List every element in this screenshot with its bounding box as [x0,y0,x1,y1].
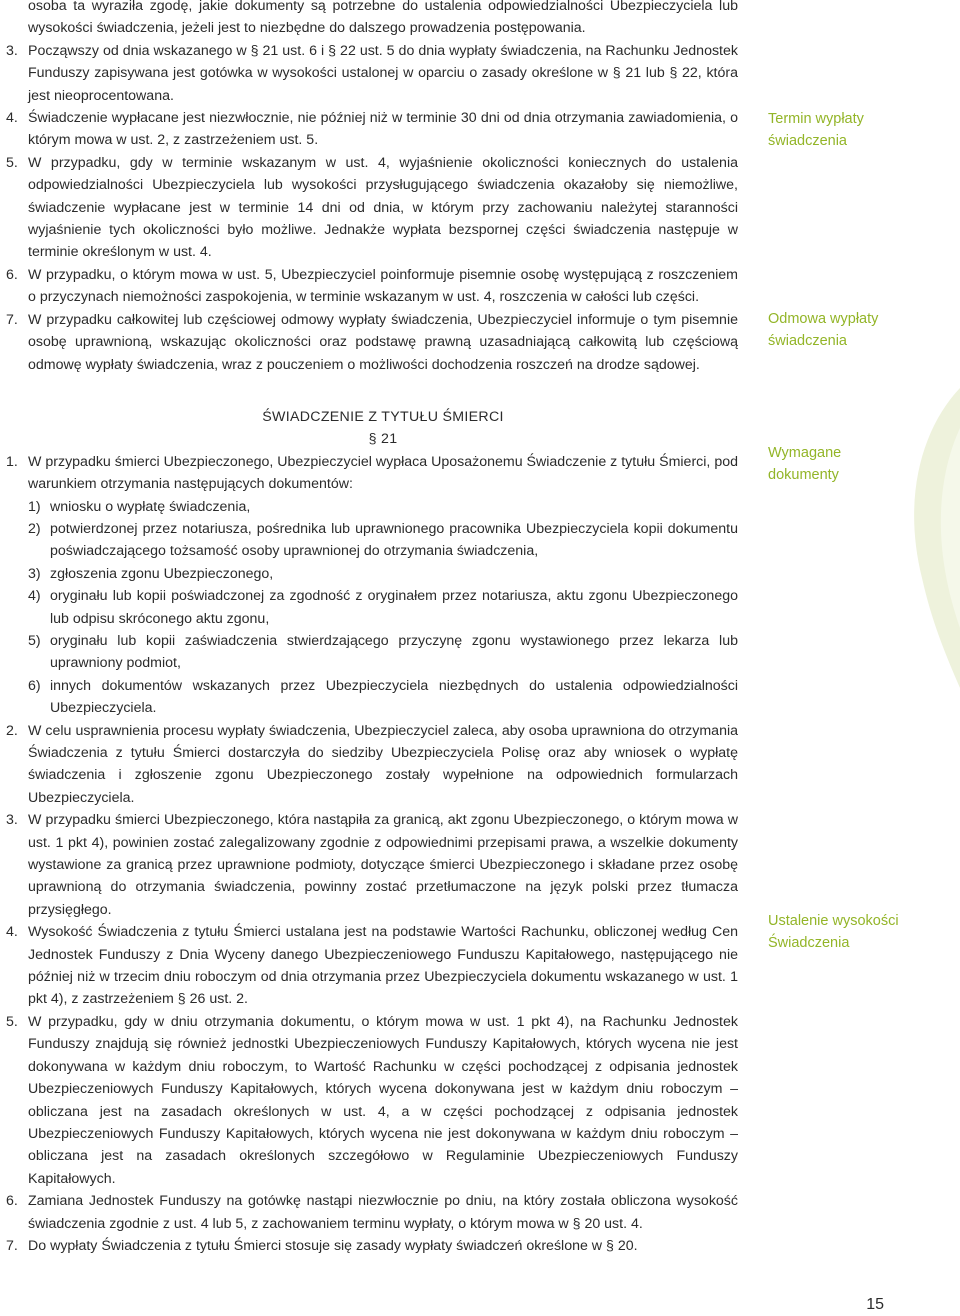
paragraph-6 [6,1190,738,1235]
paragraph-text: W przypadku śmierci Ubezpieczonego, która nastąpiła za granicą, akt zgonu Ubezpieczonego, o którym mowa w ust. 1 pkt 4), powinien zostać zalegalizowany zgodnie z odpowiednimi przepisami prawa, a wszelkie dokumenty wystawione za granicą przez uprawnione podmioty, dotyczące śmierci Ubezpieczonego i składane przez osobę uprawnioną do otrzymania świadczenia, powinny zostać przetłumaczone na język polski przez tłumacza przysięgłego. [28,812,738,918]
paragraph-1 [6,451,738,496]
item-number: 6) [28,677,41,694]
item-number: 4) [28,588,41,605]
main-text-column [6,0,738,1257]
paragraph-number: 4. [6,924,18,941]
paragraph-4 [6,107,738,152]
paragraph-3 [6,809,738,921]
paragraph-number: 3. [6,42,18,59]
paragraph-6 [6,264,738,309]
paragraph-number: 2. [6,722,18,739]
item-number: 1) [28,498,41,515]
section-spacer [6,376,738,406]
leaf-shape-icon [862,388,960,688]
paragraph-text: osoba ta wyraziła zgodę, jakie dokumenty są potrzebne do ustalenia odpowiedzialności Ubezpieczyciela lub wysokości świadczenia, jeżeli jest to niezbędne do dalszego prowadzenia postępowania. [28,0,738,37]
paragraph-2 [6,720,738,810]
item-number: 5) [28,632,41,649]
margin-note-refusal: Odmowa wypłaty świadczenia [768,311,879,349]
paragraph-text: W przypadku całkowitej lub częściowej odmowy wypłaty świadczenia, Ubezpieczyciel informuje o tym pisemnie osobę uprawnioną, wskazując okoliczności oraz podstawę prawną uzasadniającą całkowitą lub częściową odmowę wypłaty świadczenia, wraz z pouczeniem o możliwości dochodzenia roszczeń na drodze sądowej. [28,311,738,373]
document-item [28,496,738,518]
paragraph-text: W przypadku śmierci Ubezpieczonego, Ubezpieczyciel wypłaca Uposażonemu Świadczenie z tytułu Śmierci, pod warunkiem otrzymania następujących dokumentów: [28,453,738,493]
paragraph-text: Począwszy od dnia wskazanego w § 21 ust. 6 i § 22 ust. 5 do dnia wypłaty świadczenia, na Rachunku Jednostek Funduszy zapisywana jest gotówka w wysokości ustalonej w oparciu o zasady określone w § 21 lub § 22, która jest nieoprocentowana. [28,42,738,104]
margin-note-required-documents: Wymagane dokumenty [768,445,842,483]
item-number: 3) [28,565,41,582]
item-text: innych dokumentów wskazanych przez Ubezpieczyciela niezbędnych do ustalenia odpowiedzialności Ubezpieczyciela. [50,677,738,717]
paragraph-number: 4. [6,110,18,127]
paragraph-number: 6. [6,1193,18,1210]
item-text: zgłoszenia zgonu Ubezpieczonego, [50,565,274,582]
margin-note-amount: Ustalenie wysokości Świadczenia [768,913,899,951]
paragraph-5 [6,1011,738,1190]
section-number: § 21 [368,431,398,448]
document-item [28,585,738,630]
paragraph-number: 5. [6,1013,18,1030]
item-text: potwierdzonej przez notariusza, pośrednika lub uprawnionego pracownika Ubezpieczyciela kopii dokumentu poświadczającego tożsamość osoby uprawnionej do otrzymania świadczenia, [50,520,738,560]
paragraph-number: 7. [6,1237,18,1254]
paragraph-5 [6,152,738,264]
paragraph-number: 1. [6,453,18,470]
paragraph-4 [6,921,738,1011]
paragraph-number: 5. [6,154,18,171]
document-item [28,630,738,675]
paragraph-7 [6,309,738,376]
section-title: ŚWIADCZENIE Z TYTUŁU ŚMIERCI [262,408,504,425]
document-item [28,675,738,720]
item-text: oryginału lub kopii poświadczonej za zgodność z oryginałem przez notariusza, aktu zgonu Ubezpieczonego lub odpisu skróconego aktu zgonu, [50,588,738,627]
paragraph-text: Zamiana Jednostek Funduszy na gotówkę nastąpi niezwłocznie po dniu, na który została obliczona wysokość świadczenia zgodnie z ust. 4 lub 5, z zachowaniem terminu wypłaty, o którym mowa w § 20 ust. 4. [28,1193,738,1232]
paragraph-text: W przypadku, gdy w dniu otrzymania dokumentu, o którym mowa w ust. 1 pkt 4), na Rachunku Jednostek Funduszy znajdują się również jednostki Ubezpieczeniowych Funduszy Kapitałowych, których wycena nie jest dokonywana w każdym dniu roboczym, to Wartość Rachunku w części pochodzącej z odpisania jednostek Ubezpieczeniowych Funduszy Kapitałowych, których wycena dokonywana jest w każdym dniu roboczym – obliczana jest na zasadach określonych w ust. 4, a w części pochodzącej z odpisania jednostek Ubezpieczeniowych Funduszy Kapitałowych, których wycena nie jest dokonywana w każdym dniu roboczym – obliczana jest na zasadach określonych szczegółowo w Regulaminie Ubezpieczeniowych Funduszy Kapitałowych. [28,1013,738,1187]
paragraph-text: Wysokość Świadczenia z tytułu Śmierci ustalana jest na podstawie Wartości Rachunku, obliczonej według Cen Jednostek Funduszy z Dnia Wyceny danego Ubezpieczeniowego Funduszu Kapitałowego, następującego nie później niż w trzecim dniu roboczym od dnia otrzymania przez Ubezpieczyciela dokumentu wskazanego w ust. 1 pkt 4), z zastrzeżeniem § 26 ust. 2. [28,924,738,1008]
paragraph-7 [6,1235,738,1257]
decorative-leaf-graphic [862,388,960,688]
item-text: oryginału lub kopii zaświadczenia stwierdzającego przyczynę zgonu wystawionego przez lekarza lub uprawniony podmiot, [50,632,738,672]
paragraph-3 [6,40,738,107]
paragraph-text: W celu usprawnienia procesu wypłaty świadczenia, Ubezpieczyciel zaleca, aby osoba uprawniona do otrzymania Świadczenia z tytułu Śmierci dostarczyła do siedziby Ubezpieczyciela Polisę oraz aby wniosek o wypłatę świadczenia i zgłoszenie zgonu Ubezpieczonego zostały wypełnione na odpowiednich formularzach Ubezpieczyciela. [28,722,738,806]
item-text: wniosku o wypłatę świadczenia, [50,498,251,515]
paragraph-continued [6,0,738,40]
item-number: 2) [28,520,41,537]
document-item [28,563,738,585]
paragraph-text: Świadczenie wypłacane jest niezwłocznie, nie później niż w terminie 30 dni od dnia otrzymania zawiadomienia, o którym mowa w ust. 2, z zastrzeżeniem ust. 5. [28,110,738,149]
paragraph-number: 6. [6,266,18,283]
paragraph-number: 7. [6,311,18,328]
paragraph-text: Do wypłaty Świadczenia z tytułu Śmierci stosuje się zasady wypłaty świadczeń określone w § 20. [28,1237,638,1254]
paragraph-text: W przypadku, gdy w terminie wskazanym w ust. 4, wyjaśnienie okoliczności koniecznych do ustalenia odpowiedzialności Ubezpieczyciela lub wysokości przysługującego świadczenia okazałoby się niemożliwe, świadczenie wypłacane jest w terminie 14 dni od dnia, w którym przy zachowaniu należytej staranności wyjaśnienie tych okoliczności było możliwe. Jednakże wypłata bezspornej części świadczenia następuje w terminie określonym w ust. 4. [28,154,738,261]
paragraph-number: 3. [6,812,18,829]
paragraph-text: W przypadku, o którym mowa w ust. 5, Ubezpieczyciel poinformuje pisemnie osobę występującą z roszczeniem o przyczynach niemożności zaspokojenia, w terminie wskazanym w ust. 4, roszczenia w całości lub części. [28,266,738,306]
page-number: 15 [866,1296,884,1313]
margin-note-payment-term: Termin wypłaty świadczenia [768,111,864,149]
document-item [28,518,738,563]
